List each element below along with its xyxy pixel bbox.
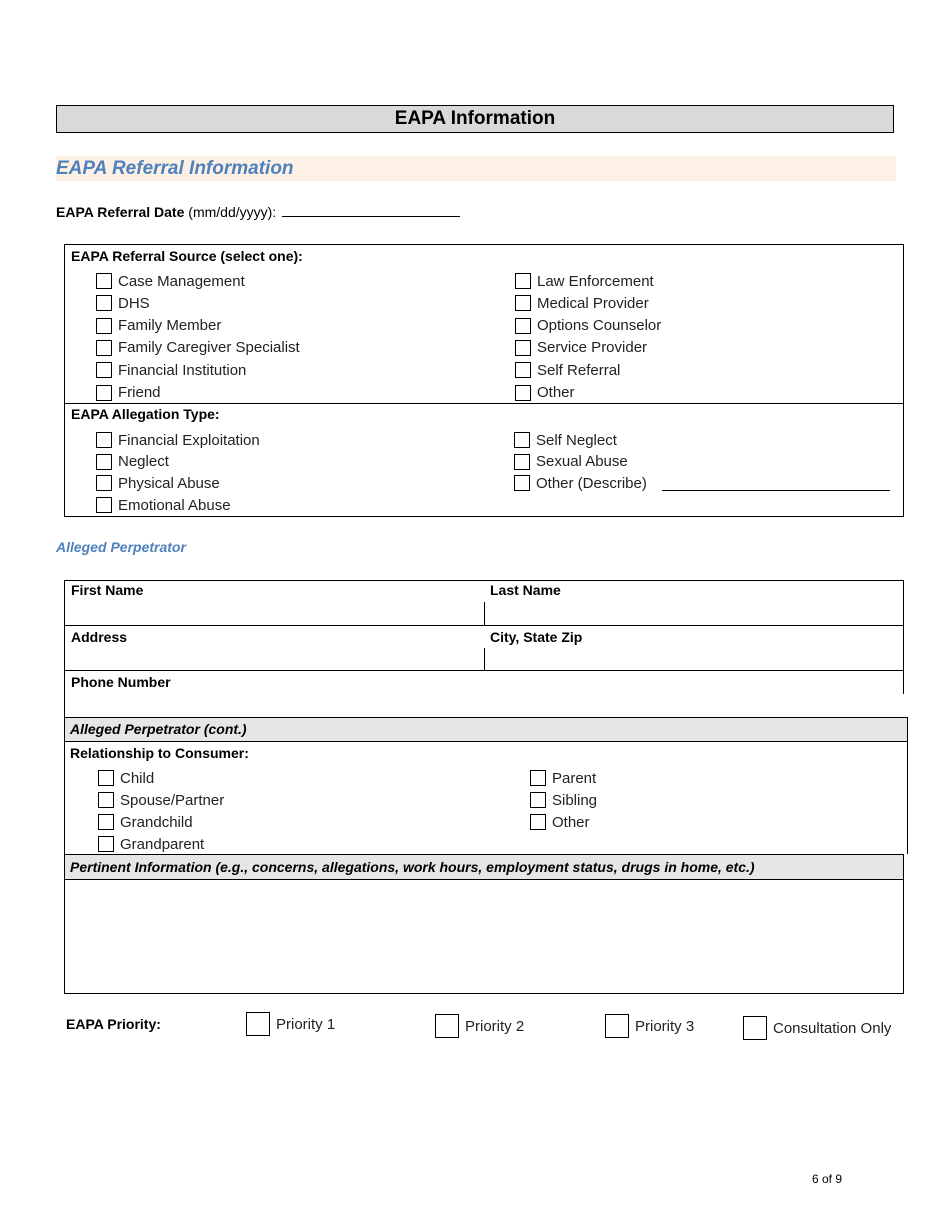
- page-header: EAPA Information: [56, 105, 894, 133]
- checkbox[interactable]: [515, 385, 531, 401]
- checkbox[interactable]: [514, 475, 530, 491]
- checkbox-label: Grandchild: [120, 813, 193, 831]
- checkbox-label: Financial Institution: [118, 361, 247, 379]
- page-number: 6 of 9: [811, 1172, 842, 1186]
- checkbox[interactable]: [96, 318, 112, 334]
- checkbox-label: Other: [552, 813, 590, 831]
- rel-right-border: [907, 742, 908, 854]
- checkbox-label: Family Caregiver Specialist: [118, 339, 300, 357]
- checkbox-label: Sibling: [552, 791, 598, 809]
- perpetrator-subhead: Alleged Perpetrator: [56, 539, 186, 555]
- checkbox-option[interactable]: [514, 430, 617, 450]
- priority-option-label: Priority 1: [276, 1015, 336, 1033]
- last-name-label: Last Name: [490, 582, 561, 598]
- section-title: EAPA Referral Information: [56, 156, 896, 181]
- checkbox-option[interactable]: [96, 383, 161, 403]
- perpetrator-cont-bar: Alleged Perpetrator (cont.): [64, 717, 908, 742]
- checkbox-label: Medical Provider: [537, 294, 649, 312]
- checkbox-option[interactable]: [515, 271, 654, 291]
- checkbox[interactable]: [515, 340, 531, 356]
- priority-checkbox[interactable]: [605, 1014, 629, 1038]
- relationship-label: Relationship to Consumer:: [70, 745, 249, 761]
- checkbox-label: Financial Exploitation: [118, 431, 260, 449]
- checkbox[interactable]: [98, 792, 114, 808]
- first-name-field[interactable]: [66, 602, 482, 624]
- checkbox-label: Family Member: [118, 317, 222, 335]
- city-state-zip-label: City, State Zip: [490, 629, 583, 645]
- checkbox[interactable]: [98, 814, 114, 830]
- checkbox-option[interactable]: [96, 293, 150, 313]
- priority-option[interactable]: [605, 1014, 694, 1038]
- checkbox-label: Grandparent: [120, 835, 205, 853]
- checkbox-label: DHS: [118, 294, 150, 312]
- checkbox-label: Parent: [552, 769, 597, 787]
- city-state-zip-field[interactable]: [488, 648, 900, 669]
- referral-date-line: [56, 203, 460, 220]
- referral-date-field[interactable]: [282, 203, 460, 217]
- rel-left-border: [64, 742, 65, 854]
- checkbox-label: Friend: [118, 384, 161, 401]
- checkbox-option[interactable]: [514, 452, 628, 472]
- checkbox-label: Options Counselor: [537, 317, 662, 335]
- checkbox-option[interactable]: [96, 271, 245, 291]
- checkbox-option[interactable]: [530, 812, 590, 832]
- checkbox[interactable]: [530, 814, 546, 830]
- checkbox-label: Case Management: [118, 272, 245, 290]
- first-name-label: First Name: [71, 582, 144, 598]
- checkbox[interactable]: [96, 454, 112, 470]
- checkbox-option[interactable]: [96, 473, 220, 493]
- allegation-label: EAPA Allegation Type:: [71, 406, 220, 422]
- checkbox[interactable]: [96, 475, 112, 491]
- priority-checkbox[interactable]: [246, 1012, 270, 1036]
- phone-field[interactable]: [66, 694, 902, 716]
- checkbox[interactable]: [96, 497, 112, 513]
- referral-date-label: EAPA Referral Date: [56, 204, 185, 220]
- checkbox-label: Other (Describe): [536, 474, 647, 492]
- perp-col-divider-2: [484, 648, 485, 670]
- checkbox[interactable]: [515, 295, 531, 311]
- referral-source-label: EAPA Referral Source (select one):: [71, 248, 303, 264]
- checkbox-option[interactable]: [96, 452, 169, 472]
- checkbox-option[interactable]: [514, 473, 647, 493]
- checkbox-option[interactable]: [515, 316, 661, 336]
- priority-option[interactable]: [743, 1016, 891, 1040]
- phone-label: Phone Number: [71, 674, 171, 690]
- checkbox-option[interactable]: [96, 316, 221, 336]
- checkbox-label: Other: [537, 384, 575, 401]
- referral-divider: [64, 403, 904, 404]
- checkbox[interactable]: [530, 792, 546, 808]
- other-describe-line[interactable]: [662, 490, 890, 491]
- pertinent-info-bar: Pertinent Information (e.g., concerns, allegations, work hours, employment status, drugs in home, etc.): [64, 854, 904, 880]
- checkbox-option[interactable]: [96, 360, 246, 380]
- checkbox-label: Child: [120, 769, 155, 787]
- referral-date-format: (mm/dd/yyyy):: [188, 204, 277, 220]
- checkbox-option[interactable]: [530, 790, 597, 810]
- checkbox[interactable]: [96, 385, 112, 401]
- address-field[interactable]: [66, 648, 482, 669]
- perp-right-border: [903, 580, 904, 694]
- pertinent-info-field[interactable]: [64, 879, 904, 994]
- checkbox-option[interactable]: [98, 768, 154, 788]
- checkbox[interactable]: [530, 770, 546, 786]
- checkbox[interactable]: [96, 340, 112, 356]
- checkbox[interactable]: [96, 273, 112, 289]
- checkbox-option[interactable]: [98, 834, 204, 854]
- checkbox-label: Self Referral: [537, 361, 621, 379]
- checkbox-option[interactable]: [96, 338, 300, 358]
- checkbox[interactable]: [96, 295, 112, 311]
- checkbox-option[interactable]: [515, 293, 649, 313]
- priority-option-label: Priority 2: [465, 1017, 525, 1035]
- checkbox[interactable]: [515, 273, 531, 289]
- perp-row1-border: [64, 625, 904, 626]
- checkbox-label: Service Provider: [537, 339, 648, 357]
- perp-left-border: [64, 580, 65, 718]
- priority-option-label: Priority 3: [635, 1017, 695, 1035]
- checkbox[interactable]: [515, 362, 531, 378]
- address-label: Address: [71, 629, 128, 645]
- checkbox[interactable]: [96, 362, 112, 378]
- checkbox-option[interactable]: [530, 768, 596, 788]
- checkbox-option[interactable]: [515, 360, 620, 380]
- checkbox[interactable]: [96, 432, 112, 448]
- perp-col-divider-1: [484, 602, 485, 625]
- checkbox-label: Sexual Abuse: [536, 453, 628, 471]
- checkbox-option[interactable]: [98, 790, 224, 810]
- last-name-field[interactable]: [488, 602, 900, 624]
- checkbox-option[interactable]: [98, 812, 193, 832]
- checkbox-option[interactable]: [515, 383, 575, 403]
- checkbox[interactable]: [98, 836, 114, 852]
- checkbox-label: Emotional Abuse: [118, 496, 231, 514]
- checkbox[interactable]: [514, 432, 530, 448]
- priority-checkbox[interactable]: [743, 1016, 767, 1040]
- checkbox-label: Self Neglect: [536, 431, 617, 449]
- checkbox-label: Physical Abuse: [118, 474, 220, 492]
- checkbox-option[interactable]: [96, 495, 231, 515]
- checkbox-option[interactable]: [515, 338, 647, 358]
- checkbox-label: Law Enforcement: [537, 272, 654, 290]
- checkbox-option[interactable]: [96, 430, 260, 450]
- checkbox-label: Spouse/Partner: [120, 791, 225, 809]
- checkbox[interactable]: [98, 770, 114, 786]
- checkbox[interactable]: [515, 318, 531, 334]
- checkbox[interactable]: [514, 454, 530, 470]
- priority-option[interactable]: [435, 1014, 524, 1038]
- priority-option[interactable]: [246, 1012, 335, 1036]
- priority-label: EAPA Priority:: [66, 1016, 161, 1032]
- priority-checkbox[interactable]: [435, 1014, 459, 1038]
- checkbox-label: Neglect: [118, 453, 169, 471]
- priority-option-label: Consultation Only: [773, 1019, 892, 1037]
- perp-row2-border: [64, 670, 904, 671]
- perp-top-border: [64, 580, 904, 581]
